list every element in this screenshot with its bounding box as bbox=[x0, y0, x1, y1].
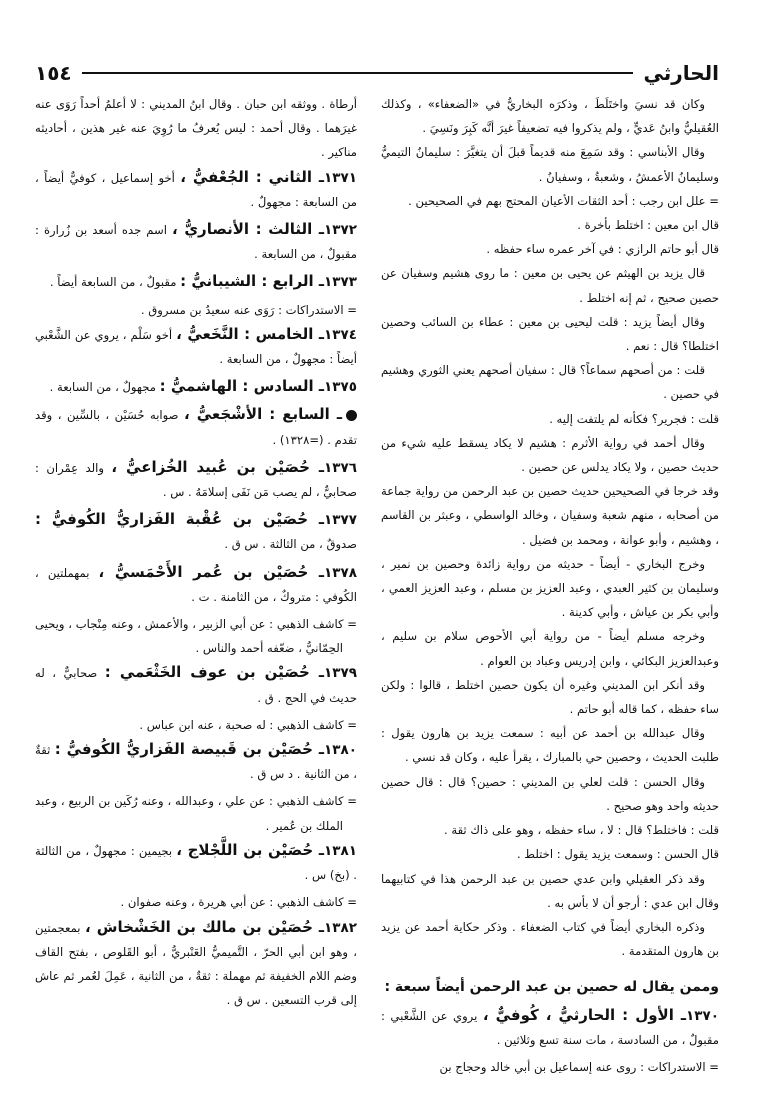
entry-name: ـ حُصَيْن بن قَبيصة الفَزاريُّ الكُوفيُّ : bbox=[54, 740, 325, 759]
entry-number: ١٣٨٠ bbox=[324, 742, 357, 759]
entry-number: ١٣٧٩ bbox=[324, 665, 357, 682]
entry-text: اسم جده أسعد بن زُرارة : مقبولٌ ، من السابعة . bbox=[35, 223, 357, 262]
entry-text: يروي عن الشَّعْبي : مقبولٌ ، من السادسة ، مات سنة تسع وثلاثين . bbox=[381, 1008, 719, 1047]
running-title: الحارثي bbox=[643, 61, 719, 85]
entry-1370 bbox=[381, 1003, 719, 1052]
entry-number: ١٣٧٦ bbox=[324, 459, 357, 476]
entry-note: = كاشف الذهبي : له صحبة ، عنه ابن عباس . bbox=[139, 717, 357, 732]
entry-number: ١٣٧١ bbox=[324, 169, 358, 186]
page-number: ١٥٤ bbox=[35, 61, 72, 85]
entry-name: ـ السابع : الأشْجَعيُّ ، bbox=[183, 405, 342, 424]
entry-note: = الاستدراكات : روى عنه إسماعيل بن أبي خالد وحجاج بن bbox=[439, 1059, 719, 1074]
entry-name: ـ حُصَيْن بن عُقْبة الفَزاريُّ الكُوفيُّ : bbox=[35, 510, 325, 529]
paragraph: وخرج البخاري - أيضاً - حديثه من رواية زائدة وحصين بن نمير ، وسليمان بن كثير العبدي ، وعبد العزيز بن مسلم ، وعبد العزيز العمي ، وأبي بكر بن عياش ، وأبي كدينة . bbox=[381, 556, 719, 620]
entry-name: ـ الثالث : الأنصاريُّ ، bbox=[172, 220, 325, 239]
section-heading: وممن يقال له حصين بن عبد الرحمن أيضاً سبعة : bbox=[384, 979, 719, 996]
entry-note: = كاشف الذهبي : عن أبي الزبير ، والأعمش ، وعنه مِنْجاب ، ويحيى الحِمّانيُّ ، ضعّفه أحمد والناس . bbox=[35, 617, 357, 656]
entry-name: ـ حُصَيْن بن عوف الخَثْعَمي : bbox=[104, 663, 325, 682]
entry-text: بجيمين : مجهولٌ ، من الثالثة . (بخ) س . bbox=[35, 843, 357, 883]
entry-1380 bbox=[35, 737, 357, 786]
paragraph: وكان قد نسيَ واختَلَطَ ، وذكرَه البخاريُّ في «الضعفاء» ، وكذلك العُقيليُّ وابنُ عَديٍّ ، ولم يذكروا فيه تضعيفاً غيرَ أنَّه كَبِرَ ونَسِيَ . bbox=[381, 97, 719, 136]
left-column bbox=[35, 92, 357, 1015]
paragraph: قلت : من أصحهم سماعاً؟ قال : سفيان أصحهم يعني الثوري وهشيم في حصين . bbox=[381, 363, 719, 402]
entry-number: ١٣٧٢ bbox=[324, 222, 357, 239]
entry-1376 bbox=[35, 455, 357, 504]
entry-1374 bbox=[35, 322, 357, 371]
entry-1382 bbox=[35, 915, 357, 1013]
entry-1381 bbox=[35, 838, 357, 887]
entry-name: ـ السادس : الهاشميُّ : bbox=[159, 377, 325, 396]
paragraph: قال الحسن : وسمعت يزيد يقول : اختلط . bbox=[516, 847, 719, 862]
entry-note: = كاشف الذهبي : عن أبي هريرة ، وعنه صفوان . bbox=[120, 895, 357, 910]
entry-name: ـ حُصَيْن بن عُمر الأَحْمَسيُّ ، bbox=[98, 562, 325, 581]
entry-text: مقبولٌ ، من السابعة أيضاً . bbox=[49, 275, 181, 290]
entry-name: ـ الخامس : النَّخَعيُّ ، bbox=[176, 324, 325, 343]
entry-text: بمعجمتين ، وهو ابن أبي الحرّ ، التَّميميُّ العَنْبريُّ ، أبو القَلوص ، بفتح القاف وضم اللام الخفيفة ثم مهملة : ثقةٌ ، من الثانية ، عَمِلَ لعُمر ثم عاش إلى قرب التسعين . س ق . bbox=[35, 920, 357, 1008]
entry-text: بمهملتين ، الكُوفي : متروكٌ ، من الثامنة . ت . bbox=[35, 565, 357, 604]
entry-name: ـ الأول : الحارثيُّ ، كُوفيٌّ ، bbox=[482, 1005, 687, 1024]
paragraph: وقال عبدالله بن أحمد عن أبيه : سمعت يزيد بن هارون يقول : طلبت الحديث ، وحصين حي بالمبارك ، يقرأ عليه ، وكان قد نسي . bbox=[381, 726, 719, 765]
bullet-icon bbox=[346, 410, 357, 421]
entry-name: ـ حُصَيْن بن اللَّجْلاج ، bbox=[176, 840, 325, 859]
entry-text: صحابيٌّ ، له حديث في الحج . ق . bbox=[35, 666, 357, 705]
paragraph: قلت : فاختلط؟ قال : لا ، ساء حفظه ، وهو على ذاك ثقة . bbox=[443, 823, 719, 838]
paragraph: وقال الحسن : قلت لعلي بن المديني : حصين؟ قال : قال حصين حديثه واحد وهو صحيح . bbox=[381, 774, 719, 813]
paragraph: قلت : فجرير؟ فكأنه لم يلتفت إليه . bbox=[549, 411, 719, 426]
entry-name: ـ الرابع : الشيبانيُّ : bbox=[180, 272, 325, 291]
header-rule bbox=[82, 72, 634, 74]
entry-1379 bbox=[35, 660, 357, 709]
entry-name: ـ الثاني : الجُعْفيُّ ، bbox=[180, 167, 325, 186]
entry-number: ١٣٧٠ bbox=[686, 1007, 719, 1024]
paragraph: قال ابن معين : اختلط بأخرة . bbox=[577, 218, 719, 233]
entry-name: ـ حُصَيْن بن عُبيد الخُزاعيُّ ، bbox=[111, 457, 325, 476]
paragraph: وقد ذكر العقيلي وابن عدي حصين بن عبد الرحمن هذا في كتابيهما وقال ابن عدي : أرجو أن لا بأس به . bbox=[381, 871, 719, 910]
entry-number: ١٣٧٥ bbox=[324, 379, 357, 396]
note-line: = علل ابن رجب : أحد الثقات الأعيان المحتج بهم في الصحيحين . bbox=[408, 193, 719, 208]
entry-text: صدوقٌ ، من الثالثة . س ق . bbox=[224, 537, 357, 552]
entry-1373 bbox=[35, 269, 357, 294]
entry-text: مجهولٌ ، من السابعة . bbox=[49, 380, 160, 395]
right-column bbox=[381, 92, 719, 1079]
paragraph: وخرجه مسلم أيضاً - من رواية أبي الأحوص سلام بن سليم ، وعبدالعزيز البكائي ، وابن إدريس وعباد بن العوام . bbox=[381, 629, 719, 668]
paragraph: قال يزيد بن الهيثم عن يحيى بن معين : ما روى هشيم وسفيان عن حصين صحيح ، ثم إنه اختلط . bbox=[381, 266, 719, 305]
entry-text: أخو سَلْم ، يروي عن الشَّعْبي أيضاً : مجهولٌ ، من السابعة . bbox=[35, 327, 357, 367]
entry-text: أخو إسماعيل ، كوفيٌّ أيضاً ، من السابعة : مجهولٌ . bbox=[35, 170, 357, 209]
entry-note: = كاشف الذهبي : عن علي ، وعبدالله ، وعنه رُكَين بن الربيع ، وعبد الملك بن عُمير . bbox=[35, 794, 357, 833]
paragraph: وقال أحمد في رواية الأثرم : هشيم لا يكاد يسقط عليه شيء من حديث حصين ، ولا يكاد يدلس عن حصين . bbox=[381, 435, 719, 475]
entry-note: = الاستدراكات : رَوَى عنه سعيدُ بن مسروق . bbox=[140, 302, 357, 317]
paragraph: وقد خرجا في الصحيحين حديث حصين بن عبد الرحمن من رواية جماعة من أصحابه ، منهم شعبة وسفيان ، وخالد الواسطي ، وعبثر بن القاسم ، وهشيم ، وأبو عوانة ، ومحمد بن فضيل . bbox=[381, 484, 719, 547]
continuation-paragraph: أرطاة . ووثقه ابن حبان . وقال ابنُ المديني : لا أعلمُ أحداً رَوَى عنه غيرَهما . وقال أحمد : ليس يُعرفُ ما رُوِيَ عنه غير هذين ، أحاديثه مناكير . bbox=[35, 97, 357, 160]
entry-1371 bbox=[35, 165, 357, 214]
entry-1377 bbox=[35, 507, 357, 556]
paragraph: وقال أيضاً يزيد : قلت ليحيى بن معين : عطاء بن السائب وحصين اختلطا؟ قال : نعم . bbox=[381, 314, 719, 354]
entry-number: ١٣٧٧ bbox=[324, 512, 357, 529]
entry-1372 bbox=[35, 217, 357, 266]
entry-number: ١٣٧٣ bbox=[324, 274, 357, 291]
paragraph: وذكره البخاري أيضاً في كتاب الضعفاء . وذكر حكاية أحمد عن يزيد بن هارون المتقدمة . bbox=[381, 919, 719, 959]
entry-text: صوابه حُسَيْن ، بالسِّين ، وقد تقدم . (=١٣٢٨) . bbox=[35, 408, 357, 447]
entry-1375 bbox=[35, 374, 357, 399]
entry-1378 bbox=[35, 560, 357, 609]
paragraph: وقال الأبناسي : وقد سَمِعَ منه قديماً قبلَ أن يتغيَّرَ : سليمانُ التيميُّ وسليمانُ الأعمشُ ، وشعبةُ ، وسفيانُ . bbox=[381, 145, 719, 184]
entry-number: ١٣٨١ bbox=[324, 842, 358, 859]
entry-number: ١٣٨٢ bbox=[324, 919, 358, 936]
entry-text: والد عِمْران : صحابيٌّ ، لم يصب مَن نَفَى إسلامَهُ . س . bbox=[35, 460, 357, 500]
entry-number: ١٣٧٨ bbox=[324, 564, 358, 581]
paragraph: وقد أنكر ابن المديني وغيره أن يكون حصين اختلط ، قالوا : ولكن ساء حفظه ، كما قاله أبو حاتم . bbox=[381, 677, 719, 717]
running-header bbox=[35, 58, 719, 88]
entry-text: ثقةٌ ، من الثانية . د س ق . bbox=[35, 743, 357, 782]
entry-number: ١٣٧٤ bbox=[324, 326, 357, 343]
entry-name: ـ حُصَيْن بن مالك بن الخَشْخاش ، bbox=[85, 917, 325, 936]
entry-seventh bbox=[35, 402, 357, 451]
paragraph: قال أبو حاتم الرازي : في آخر عمره ساء حفظه . bbox=[486, 242, 719, 257]
